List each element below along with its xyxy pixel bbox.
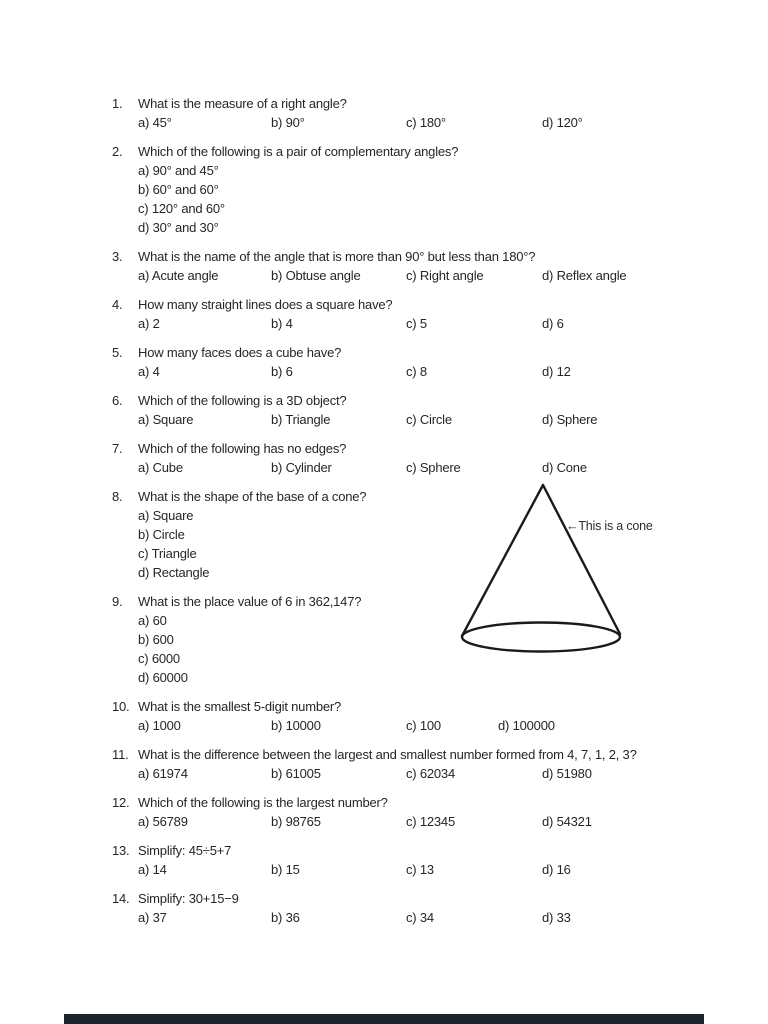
question-block (112, 391, 732, 429)
cone-base-ellipse (462, 623, 620, 652)
cone-slant-lines (462, 485, 620, 636)
question-text: What is the place value of 6 in 362,147? (138, 594, 362, 609)
option: b) Triangle (271, 412, 331, 427)
options (138, 266, 732, 285)
question-line (112, 745, 732, 764)
option: c) 120° and 60° (138, 201, 225, 216)
option: a) 2 (138, 316, 160, 331)
option: d) 16 (542, 862, 571, 877)
option: b) 10000 (271, 718, 321, 733)
question-number: 10. (112, 699, 130, 714)
question-block (112, 889, 732, 927)
question-text: Simplify: 30+15−9 (138, 891, 239, 906)
option: b) 6 (271, 364, 293, 379)
question-number: 3. (112, 249, 123, 264)
options (138, 362, 732, 381)
option: d) 33 (542, 910, 571, 925)
options (138, 812, 732, 831)
option: c) 180° (406, 115, 446, 130)
option: a) 56789 (138, 814, 188, 829)
option: a) 45° (138, 115, 172, 130)
question-line (112, 343, 732, 362)
option: b) Cylinder (271, 460, 332, 475)
question-number: 9. (112, 594, 123, 609)
option: a) 90° and 45° (138, 163, 219, 178)
option: c) Right angle (406, 268, 484, 283)
question-number: 8. (112, 489, 123, 504)
option: b) 36 (271, 910, 300, 925)
option: a) Square (138, 508, 194, 523)
option: a) 14 (138, 862, 167, 877)
option: a) 60 (138, 613, 167, 628)
question-text: Which of the following is a 3D object? (138, 393, 347, 408)
option: c) 6000 (138, 651, 180, 666)
question-list (112, 94, 732, 937)
question-line (112, 793, 732, 812)
question-number: 1. (112, 96, 123, 111)
question-line (112, 697, 732, 716)
question-block (112, 439, 732, 477)
question-line (112, 142, 732, 161)
left-arrow-icon: ← (566, 519, 579, 533)
question-block (112, 793, 732, 831)
cone-figure (455, 478, 630, 658)
option: a) 37 (138, 910, 167, 925)
option: a) Acute angle (138, 268, 219, 283)
question-line (112, 439, 732, 458)
question-text: What is the difference between the largest and smallest number formed from 4, 7, 1, 2, 3? (138, 747, 637, 762)
question-number: 2. (112, 144, 123, 159)
question-text: Which of the following is the largest number? (138, 795, 388, 810)
option: d) 120° (542, 115, 583, 130)
option: c) 34 (406, 910, 434, 925)
question-number: 11. (112, 747, 129, 762)
options (138, 860, 732, 879)
option: d) 6 (542, 316, 564, 331)
question-block (112, 94, 732, 132)
question-text: What is the measure of a right angle? (138, 96, 347, 111)
question-line (112, 487, 732, 506)
options (138, 908, 732, 927)
question-line (112, 94, 732, 113)
question-block (112, 247, 732, 285)
option: b) 60° and 60° (138, 182, 219, 197)
question-line (112, 295, 732, 314)
options (138, 161, 732, 237)
option: b) 600 (138, 632, 174, 647)
question-line (112, 247, 732, 266)
question-line (112, 391, 732, 410)
question-block (112, 142, 732, 237)
question-block (112, 343, 732, 381)
question-text: Which of the following has no edges? (138, 441, 347, 456)
option: b) 98765 (271, 814, 321, 829)
option: c) 62034 (406, 766, 455, 781)
option: b) Obtuse angle (271, 268, 361, 283)
option: d) 51980 (542, 766, 592, 781)
option: a) Square (138, 412, 194, 427)
options (138, 611, 732, 687)
question-number: 4. (112, 297, 123, 312)
option: d) Cone (542, 460, 587, 475)
cone-caption (566, 517, 653, 536)
option: c) Sphere (406, 460, 461, 475)
question-text: Which of the following is a pair of complementary angles? (138, 144, 459, 159)
option: d) 54321 (542, 814, 592, 829)
option: c) 5 (406, 316, 427, 331)
option: b) Circle (138, 527, 185, 542)
option: c) Circle (406, 412, 452, 427)
question-text: How many faces does a cube have? (138, 345, 342, 360)
question-line (112, 889, 732, 908)
question-number: 12. (112, 795, 130, 810)
question-block (112, 592, 732, 687)
option: c) 8 (406, 364, 427, 379)
question-block (112, 697, 732, 735)
question-number: 6. (112, 393, 123, 408)
options (138, 314, 732, 333)
option: d) Reflex angle (542, 268, 627, 283)
option: b) 4 (271, 316, 293, 331)
option: c) 12345 (406, 814, 455, 829)
question-number: 5. (112, 345, 123, 360)
option: d) 30° and 30° (138, 220, 219, 235)
options (138, 458, 732, 477)
option: a) 1000 (138, 718, 181, 733)
options (138, 410, 732, 429)
question-number: 13. (112, 843, 130, 858)
question-text: What is the name of the angle that is more than 90° but less than 180°? (138, 249, 536, 264)
options (138, 716, 732, 735)
option: a) 4 (138, 364, 160, 379)
option: a) 61974 (138, 766, 188, 781)
option: d) Sphere (542, 412, 598, 427)
question-line (112, 841, 732, 860)
option: c) 100 (406, 718, 441, 733)
question-text: How many straight lines does a square have? (138, 297, 393, 312)
question-text: Simplify: 45÷5+7 (138, 843, 232, 858)
question-number: 14. (112, 891, 130, 906)
next-page-edge (64, 1014, 704, 1024)
option: b) 90° (271, 115, 305, 130)
options (138, 113, 732, 132)
question-line (112, 592, 732, 611)
question-block (112, 745, 732, 783)
option: b) 15 (271, 862, 300, 877)
option: c) 13 (406, 862, 434, 877)
options (138, 764, 732, 783)
option: d) 100000 (498, 718, 555, 733)
cone-caption-text: This is a cone (578, 519, 653, 533)
question-text: What is the smallest 5-digit number? (138, 699, 342, 714)
question-text: What is the shape of the base of a cone? (138, 489, 367, 504)
option: d) Rectangle (138, 565, 210, 580)
option: d) 12 (542, 364, 571, 379)
question-block (112, 295, 732, 333)
option: a) Cube (138, 460, 183, 475)
question-number: 7. (112, 441, 123, 456)
option: d) 60000 (138, 670, 188, 685)
option: c) Triangle (138, 546, 197, 561)
option: b) 61005 (271, 766, 321, 781)
question-block (112, 841, 732, 879)
